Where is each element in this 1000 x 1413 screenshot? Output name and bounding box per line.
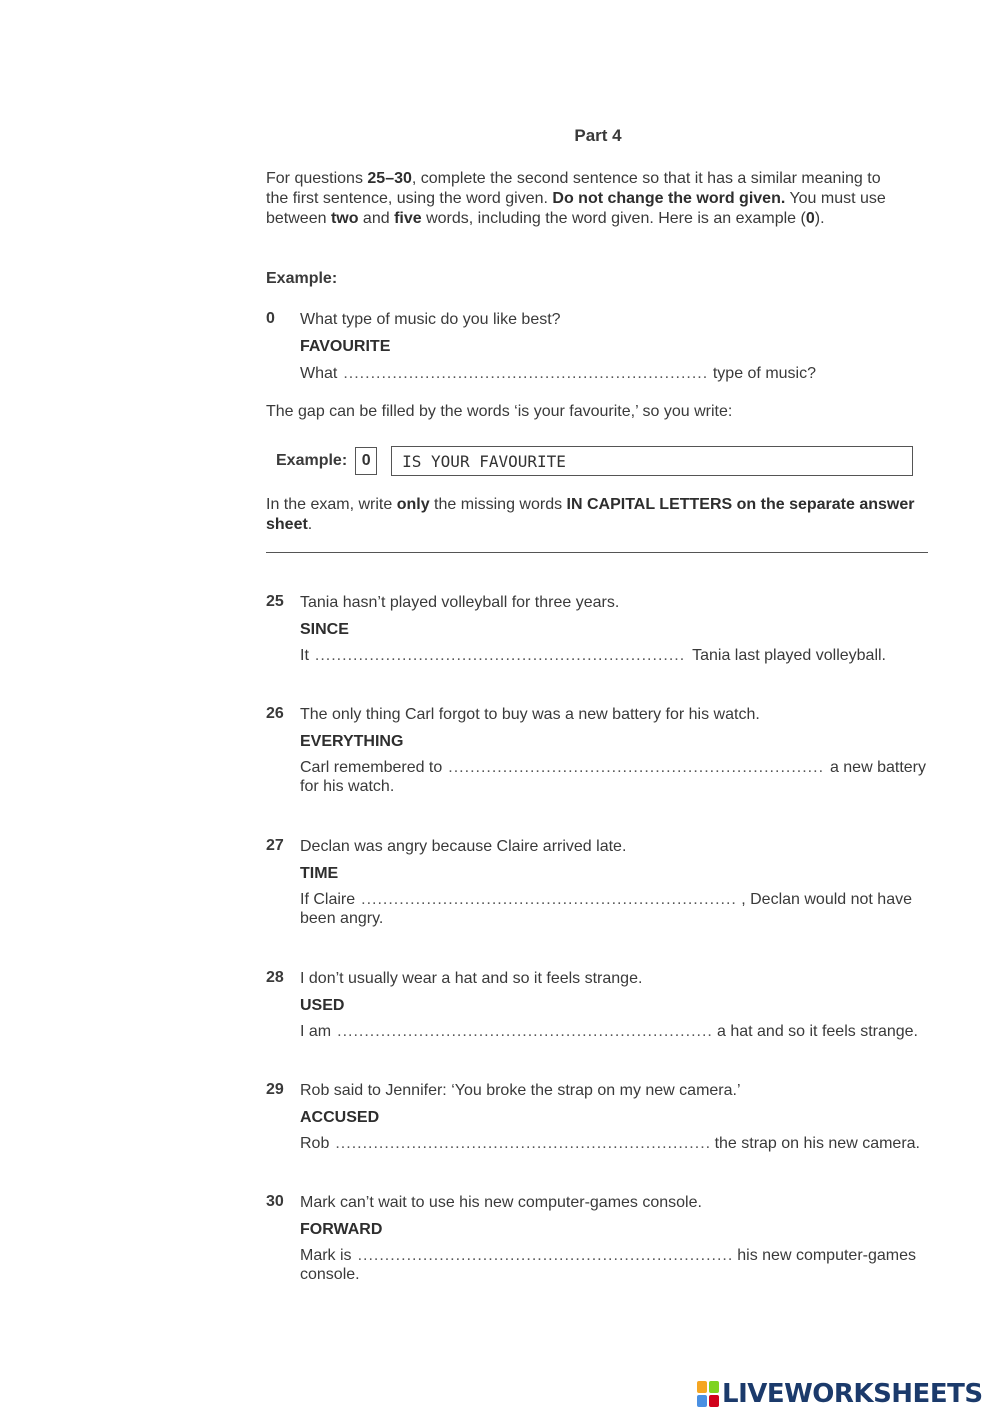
example-box-label: Example:	[276, 452, 348, 469]
question-sentence: The only thing Carl forgot to buy was a new battery for his watch.	[300, 706, 760, 723]
question-keyword: SINCE	[300, 621, 349, 638]
example-gap	[343, 364, 707, 384]
liveworksheets-logo	[697, 1379, 983, 1409]
example-heading: Example:	[266, 270, 338, 287]
fill-end: Tania last played volleyball.	[692, 647, 886, 664]
example-box-answer: IS YOUR FAVOURITE	[391, 446, 913, 476]
fill-end: the strap on his new camera.	[714, 1135, 920, 1152]
logo-square	[709, 1381, 719, 1393]
question-sentence: I don’t usually wear a hat and so it feels strange.	[300, 970, 643, 987]
fill-start: It	[300, 647, 309, 664]
question-number: 25	[266, 593, 284, 610]
question-number: 29	[266, 1081, 284, 1098]
question-fill-line	[300, 1022, 918, 1042]
exam-note: In the exam, write only the missing words IN CAPITAL LETTERS on the separate answer sheet.	[266, 496, 915, 533]
question-fill-line	[300, 646, 886, 666]
example-start: What	[300, 365, 338, 382]
question-number: 28	[266, 969, 284, 986]
question-keyword: ACCUSED	[300, 1109, 380, 1126]
fill-start: If Claire	[300, 891, 356, 908]
example-sentence: What type of music do you like best?	[300, 311, 561, 328]
fill-end: his new computer-games	[737, 1247, 916, 1264]
question-sentence: Declan was angry because Claire arrived late.	[300, 838, 627, 855]
answer-gap[interactable]	[358, 1246, 732, 1266]
fill-start: Carl remembered to	[300, 759, 443, 776]
logo-square	[697, 1395, 707, 1407]
instructions: For questions 25–30, complete the second sentence so that it has a similar meaning to the first sentence, using the word given. Do not change the word given. You must use between two and five words, including the word given. Here is an example (0).	[266, 170, 886, 227]
example-answer-row	[276, 446, 913, 476]
gap-note: The gap can be filled by the words ‘is your favourite,’ so you write:	[266, 403, 733, 420]
logo-square	[709, 1395, 719, 1407]
answer-gap[interactable]	[448, 758, 824, 778]
question-fill-line	[300, 1246, 916, 1266]
question-number: 30	[266, 1193, 284, 1210]
question-sentence: Rob said to Jennifer: ‘You broke the strap on my new camera.’	[300, 1082, 741, 1099]
question-keyword: EVERYTHING	[300, 733, 404, 750]
logo-square	[697, 1381, 707, 1393]
example-keyword: FAVOURITE	[300, 338, 391, 355]
answer-gap[interactable]	[337, 1022, 711, 1042]
question-keyword: FORWARD	[300, 1221, 383, 1238]
logo-text: LIVEWORKSHEETS	[722, 1379, 983, 1409]
question-fill-line	[300, 890, 912, 910]
question-keyword: TIME	[300, 865, 339, 882]
fill-end: a new battery	[829, 759, 926, 776]
example-number: 0	[266, 310, 275, 327]
answer-gap[interactable]	[361, 890, 735, 910]
answer-gap[interactable]	[315, 646, 686, 666]
fill-end: , Declan would not have	[741, 891, 912, 908]
example-fill-line	[300, 364, 816, 384]
fill-tail: for his watch.	[300, 778, 395, 795]
fill-tail: console.	[300, 1266, 360, 1283]
divider	[266, 552, 928, 553]
fill-end: a hat and so it feels strange.	[716, 1023, 918, 1040]
question-fill-line	[300, 1134, 920, 1154]
part-title: Part 4	[574, 126, 622, 145]
question-number: 27	[266, 837, 284, 854]
fill-start: Rob	[300, 1135, 330, 1152]
example-end: type of music?	[712, 365, 816, 382]
question-sentence: Mark can’t wait to use his new computer-games console.	[300, 1194, 702, 1211]
question-fill-line	[300, 758, 926, 778]
example-box-number: 0	[355, 447, 377, 475]
question-sentence: Tania hasn’t played volleyball for three years.	[300, 594, 620, 611]
fill-start: I am	[300, 1023, 332, 1040]
logo-icon	[697, 1381, 719, 1407]
question-keyword: USED	[300, 997, 345, 1014]
fill-start: Mark is	[300, 1247, 352, 1264]
question-number: 26	[266, 705, 284, 722]
answer-gap[interactable]	[335, 1134, 708, 1154]
fill-tail: been angry.	[300, 910, 384, 927]
